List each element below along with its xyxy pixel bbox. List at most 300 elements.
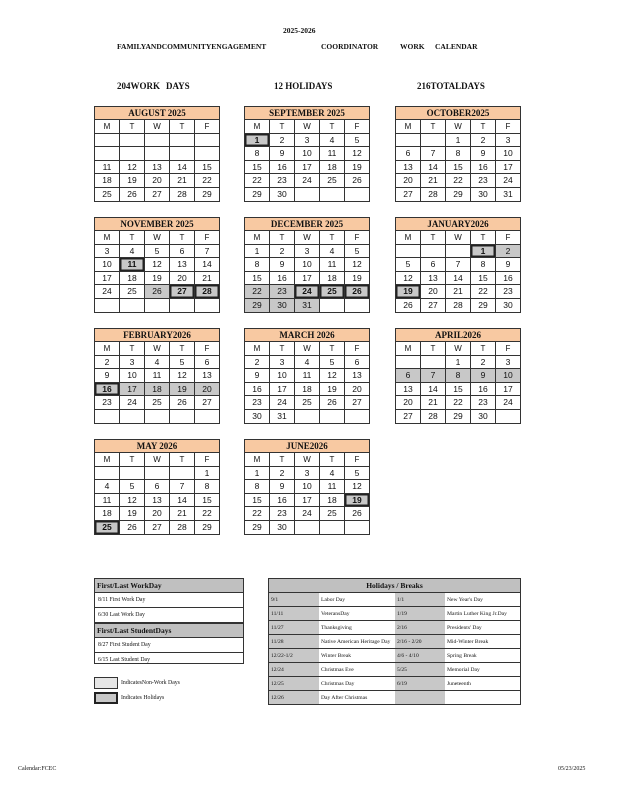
weekday-header: W	[145, 453, 170, 467]
day-cell: 13	[145, 494, 170, 508]
holiday-date	[395, 691, 445, 705]
day-cell: 4	[295, 356, 320, 370]
holiday-date: 12/22-1/2	[269, 649, 319, 663]
day-cell: 24	[496, 174, 521, 188]
weekday-header: W	[295, 231, 320, 245]
weekday-header: W	[446, 231, 471, 245]
month-february-2026	[94, 328, 220, 424]
day-cell: 22	[195, 174, 220, 188]
non-work-swatch	[94, 677, 118, 689]
weekday-header: T	[421, 231, 446, 245]
last-workday-row: 6/30 Last Work Day	[95, 608, 243, 623]
day-cell: 25	[95, 521, 120, 535]
holiday-name: Winter Break	[319, 649, 395, 663]
day-cell: 24	[120, 396, 145, 410]
month-title: AUGUST 2025	[94, 106, 220, 120]
month-november-2025	[94, 217, 220, 313]
day-cell: 11	[120, 258, 145, 272]
day-cell: 9	[471, 147, 496, 161]
day-cell: 3	[120, 356, 145, 370]
day-cell: 10	[295, 258, 320, 272]
holidays-count: 12 HOLIDAYS	[274, 81, 333, 91]
day-cell: 23	[471, 174, 496, 188]
day-cell: 1	[195, 467, 220, 481]
day-cell	[120, 467, 145, 481]
weekday-header: W	[295, 453, 320, 467]
day-cell	[145, 147, 170, 161]
day-cell: 17	[496, 161, 521, 175]
weekday-header: W	[295, 342, 320, 356]
weekday-header: T	[421, 342, 446, 356]
day-cell: 20	[421, 285, 446, 299]
holiday-date: 5/25	[395, 663, 445, 677]
day-cell: 20	[396, 174, 421, 188]
day-cell	[320, 188, 345, 202]
day-cell: 30	[270, 521, 295, 535]
holiday-name: Thanksgiving	[319, 621, 395, 635]
day-cell	[421, 134, 446, 148]
weekday-header: T	[170, 453, 195, 467]
weekday-header: M	[245, 342, 270, 356]
day-cell: 2	[270, 245, 295, 259]
month-december-2025	[244, 217, 370, 313]
day-cell: 3	[496, 134, 521, 148]
day-cell: 15	[245, 272, 270, 286]
day-cell: 12	[320, 369, 345, 383]
day-cell	[120, 134, 145, 148]
holidays-breaks-body	[269, 593, 520, 705]
holiday-name: New Year's Day	[445, 593, 520, 607]
day-cell	[396, 134, 421, 148]
day-cell	[95, 299, 120, 313]
weekday-header: T	[471, 342, 496, 356]
month-grid	[244, 342, 370, 424]
day-cell: 18	[295, 383, 320, 397]
weekday-header: F	[195, 342, 220, 356]
day-cell: 24	[295, 285, 320, 299]
day-cell: 5	[170, 356, 195, 370]
holiday-date: 11/27	[269, 621, 319, 635]
weekday-header: T	[270, 231, 295, 245]
day-cell: 12	[345, 480, 370, 494]
month-grid	[395, 231, 521, 313]
day-cell: 6	[396, 369, 421, 383]
day-cell: 21	[421, 396, 446, 410]
day-cell: 27	[345, 396, 370, 410]
day-cell	[295, 521, 320, 535]
day-cell: 12	[345, 258, 370, 272]
day-cell: 22	[471, 285, 496, 299]
day-cell: 20	[170, 272, 195, 286]
day-cell: 16	[95, 383, 120, 397]
holiday-name: Labor Day	[319, 593, 395, 607]
day-cell: 3	[270, 356, 295, 370]
day-cell: 19	[396, 285, 421, 299]
day-cell: 25	[95, 188, 120, 202]
day-cell	[446, 245, 471, 259]
day-cell: 24	[295, 174, 320, 188]
day-cell	[195, 147, 220, 161]
day-cell: 5	[345, 245, 370, 259]
day-cell: 18	[145, 383, 170, 397]
day-cell: 2	[270, 134, 295, 148]
day-cell: 29	[446, 188, 471, 202]
day-cell: 1	[446, 356, 471, 370]
weekday-header: W	[295, 120, 320, 134]
weekday-header: T	[421, 120, 446, 134]
day-cell: 19	[345, 494, 370, 508]
day-cell: 4	[145, 356, 170, 370]
day-cell	[145, 410, 170, 424]
day-cell: 17	[270, 383, 295, 397]
day-cell: 27	[170, 285, 195, 299]
day-cell: 9	[471, 369, 496, 383]
weekday-header: M	[396, 342, 421, 356]
weekday-header: F	[195, 231, 220, 245]
weekday-header: T	[120, 120, 145, 134]
day-cell: 19	[170, 383, 195, 397]
day-cell: 22	[446, 396, 471, 410]
day-cell: 8	[245, 147, 270, 161]
day-cell: 26	[170, 396, 195, 410]
weekday-header: T	[170, 231, 195, 245]
weekday-header: M	[245, 120, 270, 134]
day-cell: 19	[120, 507, 145, 521]
weekday-header: W	[446, 342, 471, 356]
day-cell: 20	[145, 174, 170, 188]
day-cell: 16	[270, 494, 295, 508]
first-workday-row: 8/11 First Work Day	[95, 593, 243, 608]
department-name: FAMILYANDCOMMUNITYENGAGEMENT	[117, 42, 267, 51]
non-work-legend-label: IndicatesNon-Work Days	[121, 680, 180, 686]
day-cell: 13	[396, 383, 421, 397]
weekday-header: M	[396, 120, 421, 134]
month-grid	[94, 453, 220, 535]
last-student-row: 6/15 Last Student Day	[98, 657, 151, 663]
day-cell: 17	[95, 272, 120, 286]
day-cell: 10	[496, 369, 521, 383]
holiday-name: Martin Luther King Jr.Day	[445, 607, 520, 621]
day-cell: 18	[320, 494, 345, 508]
weekday-header: F	[195, 453, 220, 467]
day-cell: 15	[245, 494, 270, 508]
month-title: JUNE2026	[244, 439, 370, 453]
day-cell	[195, 299, 220, 313]
first-last-workday-title: First/Last WorkDay	[95, 579, 243, 593]
day-cell: 30	[245, 410, 270, 424]
day-cell: 30	[270, 188, 295, 202]
month-march-2026	[244, 328, 370, 424]
day-cell: 6	[145, 480, 170, 494]
day-cell	[170, 147, 195, 161]
day-cell: 12	[120, 494, 145, 508]
day-cell: 18	[320, 272, 345, 286]
month-grid	[94, 120, 220, 202]
day-cell: 8	[245, 480, 270, 494]
day-cell: 19	[320, 383, 345, 397]
day-cell: 26	[345, 507, 370, 521]
weekday-header: T	[270, 342, 295, 356]
day-cell: 29	[245, 299, 270, 313]
holiday-name: Christmas Eve	[319, 663, 395, 677]
day-cell: 10	[496, 147, 521, 161]
day-cell: 23	[95, 396, 120, 410]
day-cell: 23	[496, 285, 521, 299]
work-label: WORK	[400, 42, 425, 51]
day-cell: 10	[120, 369, 145, 383]
day-cell: 21	[421, 174, 446, 188]
day-cell: 2	[95, 356, 120, 370]
day-cell: 16	[471, 161, 496, 175]
day-cell: 29	[446, 410, 471, 424]
day-cell: 10	[95, 258, 120, 272]
day-cell: 23	[270, 285, 295, 299]
day-cell: 26	[396, 299, 421, 313]
day-cell: 21	[170, 507, 195, 521]
day-cell: 29	[471, 299, 496, 313]
holiday-date: 2/16	[395, 621, 445, 635]
day-cell: 9	[270, 480, 295, 494]
day-cell: 11	[145, 369, 170, 383]
day-cell	[396, 356, 421, 370]
day-cell: 3	[295, 245, 320, 259]
weekday-header: F	[345, 342, 370, 356]
footer-date: 05/23/2025	[558, 766, 586, 772]
day-cell: 2	[496, 245, 521, 259]
day-cell: 28	[421, 188, 446, 202]
day-cell: 25	[320, 285, 345, 299]
total-days-count: 216TOTALDAYS	[417, 81, 485, 91]
day-cell	[320, 521, 345, 535]
day-cell: 2	[471, 356, 496, 370]
day-cell: 6	[345, 356, 370, 370]
day-cell: 3	[496, 356, 521, 370]
weekday-header: F	[496, 231, 521, 245]
day-cell: 11	[95, 161, 120, 175]
day-cell: 21	[170, 174, 195, 188]
day-cell	[295, 188, 320, 202]
month-title: FEBRUARY2026	[94, 328, 220, 342]
day-cell: 18	[320, 161, 345, 175]
day-cell: 27	[421, 299, 446, 313]
day-cell: 23	[270, 174, 295, 188]
day-cell: 30	[471, 410, 496, 424]
holiday-date: 12/26	[269, 691, 319, 705]
day-cell: 10	[295, 147, 320, 161]
first-last-box	[94, 578, 244, 664]
day-cell: 18	[95, 507, 120, 521]
day-cell: 12	[396, 272, 421, 286]
footer-calendar-code: Calendar:FCEC	[18, 766, 57, 772]
weekday-header: F	[496, 120, 521, 134]
month-grid	[395, 342, 521, 424]
day-cell: 2	[270, 467, 295, 481]
weekday-header: T	[320, 453, 345, 467]
day-cell: 17	[120, 383, 145, 397]
day-cell	[145, 134, 170, 148]
day-cell: 10	[295, 480, 320, 494]
calendar-label: CALENDAR	[435, 42, 478, 51]
day-cell	[120, 299, 145, 313]
day-cell: 3	[95, 245, 120, 259]
day-cell: 10	[270, 369, 295, 383]
day-cell	[95, 467, 120, 481]
month-title: APRIL2026	[395, 328, 521, 342]
day-cell: 7	[421, 147, 446, 161]
day-cell: 22	[195, 507, 220, 521]
day-cell: 4	[320, 134, 345, 148]
day-cell	[345, 299, 370, 313]
day-cell	[396, 245, 421, 259]
day-cell: 9	[496, 258, 521, 272]
day-cell: 24	[496, 396, 521, 410]
day-cell: 2	[471, 134, 496, 148]
day-cell: 25	[320, 507, 345, 521]
day-cell	[195, 134, 220, 148]
weekday-header: F	[496, 342, 521, 356]
holiday-date: 12/25	[269, 677, 319, 691]
day-cell: 22	[245, 507, 270, 521]
day-cell: 29	[245, 521, 270, 535]
day-cell: 28	[195, 285, 220, 299]
weekday-header: T	[120, 231, 145, 245]
day-cell: 20	[345, 383, 370, 397]
holiday-date: 6/19	[395, 677, 445, 691]
day-cell: 4	[120, 245, 145, 259]
day-cell: 21	[195, 272, 220, 286]
day-cell: 12	[120, 161, 145, 175]
day-cell: 14	[421, 161, 446, 175]
day-cell: 25	[145, 396, 170, 410]
work-days-count: 204WORK	[117, 81, 161, 91]
day-cell: 11	[320, 147, 345, 161]
day-cell: 5	[120, 480, 145, 494]
holiday-name: Juneteenth	[445, 677, 520, 691]
day-cell: 29	[195, 188, 220, 202]
weekday-header: T	[320, 231, 345, 245]
day-cell: 8	[245, 258, 270, 272]
first-last-student-title: First/Last StudentDays	[95, 623, 243, 638]
day-cell: 25	[295, 396, 320, 410]
day-cell: 27	[396, 410, 421, 424]
day-cell: 24	[295, 507, 320, 521]
day-cell: 31	[270, 410, 295, 424]
day-cell: 26	[120, 521, 145, 535]
day-cell: 3	[295, 134, 320, 148]
month-grid	[94, 342, 220, 424]
day-cell	[95, 147, 120, 161]
day-cell	[320, 410, 345, 424]
day-cell: 17	[295, 494, 320, 508]
month-grid	[244, 453, 370, 535]
day-cell: 13	[170, 258, 195, 272]
day-cell: 7	[195, 245, 220, 259]
day-cell: 7	[421, 369, 446, 383]
day-cell	[295, 410, 320, 424]
day-cell: 5	[396, 258, 421, 272]
day-cell: 28	[170, 188, 195, 202]
day-cell: 1	[446, 134, 471, 148]
weekday-header: T	[120, 342, 145, 356]
day-cell	[120, 147, 145, 161]
day-cell: 26	[320, 396, 345, 410]
holiday-name: Memorial Day	[445, 663, 520, 677]
day-cell	[120, 410, 145, 424]
day-cell: 14	[195, 258, 220, 272]
month-grid	[395, 120, 521, 202]
day-cell: 13	[396, 161, 421, 175]
day-cell: 11	[95, 494, 120, 508]
holiday-date: 12/24	[269, 663, 319, 677]
day-cell	[170, 467, 195, 481]
day-cell: 15	[195, 494, 220, 508]
holiday-name	[445, 691, 520, 705]
day-cell: 13	[145, 161, 170, 175]
weekday-header: M	[95, 453, 120, 467]
day-cell: 30	[496, 299, 521, 313]
day-cell	[195, 410, 220, 424]
day-cell: 5	[345, 134, 370, 148]
day-cell: 9	[95, 369, 120, 383]
day-cell: 12	[170, 369, 195, 383]
day-cell: 9	[270, 147, 295, 161]
day-cell	[345, 188, 370, 202]
day-cell	[170, 299, 195, 313]
day-cell: 20	[396, 396, 421, 410]
holiday-date: 9/1	[269, 593, 319, 607]
holiday-date: 11/11	[269, 607, 319, 621]
day-cell: 4	[320, 245, 345, 259]
first-student-row: 8/27 First Student Day	[95, 638, 243, 653]
day-cell	[145, 299, 170, 313]
day-cell	[345, 410, 370, 424]
day-cell: 1	[245, 245, 270, 259]
day-cell: 30	[270, 299, 295, 313]
weekday-header: T	[270, 453, 295, 467]
day-cell: 26	[145, 285, 170, 299]
day-cell: 13	[345, 369, 370, 383]
weekday-header: F	[195, 120, 220, 134]
day-cell: 23	[270, 507, 295, 521]
day-cell: 16	[270, 161, 295, 175]
day-cell: 19	[345, 272, 370, 286]
day-cell: 17	[295, 161, 320, 175]
day-cell: 8	[471, 258, 496, 272]
day-cell	[345, 521, 370, 535]
day-cell: 11	[320, 258, 345, 272]
day-cell: 1	[245, 467, 270, 481]
weekday-header: M	[95, 120, 120, 134]
day-cell: 9	[245, 369, 270, 383]
day-cell	[95, 410, 120, 424]
holidays-breaks-table	[268, 578, 521, 705]
holiday-name: Native American Heritage Day	[319, 635, 395, 649]
day-cell: 23	[471, 396, 496, 410]
day-cell: 5	[145, 245, 170, 259]
day-cell: 19	[145, 272, 170, 286]
day-cell: 29	[245, 188, 270, 202]
day-cell: 21	[446, 285, 471, 299]
day-cell: 13	[195, 369, 220, 383]
month-october-2025	[395, 106, 521, 202]
month-title: NOVEMBER 2025	[94, 217, 220, 231]
day-cell: 25	[320, 174, 345, 188]
day-cell: 19	[345, 161, 370, 175]
day-cell: 1	[471, 245, 496, 259]
holiday-legend-label: Indicates Holidays	[121, 695, 165, 701]
weekday-header: T	[320, 342, 345, 356]
month-title: SEPTEMBER 2025	[244, 106, 370, 120]
